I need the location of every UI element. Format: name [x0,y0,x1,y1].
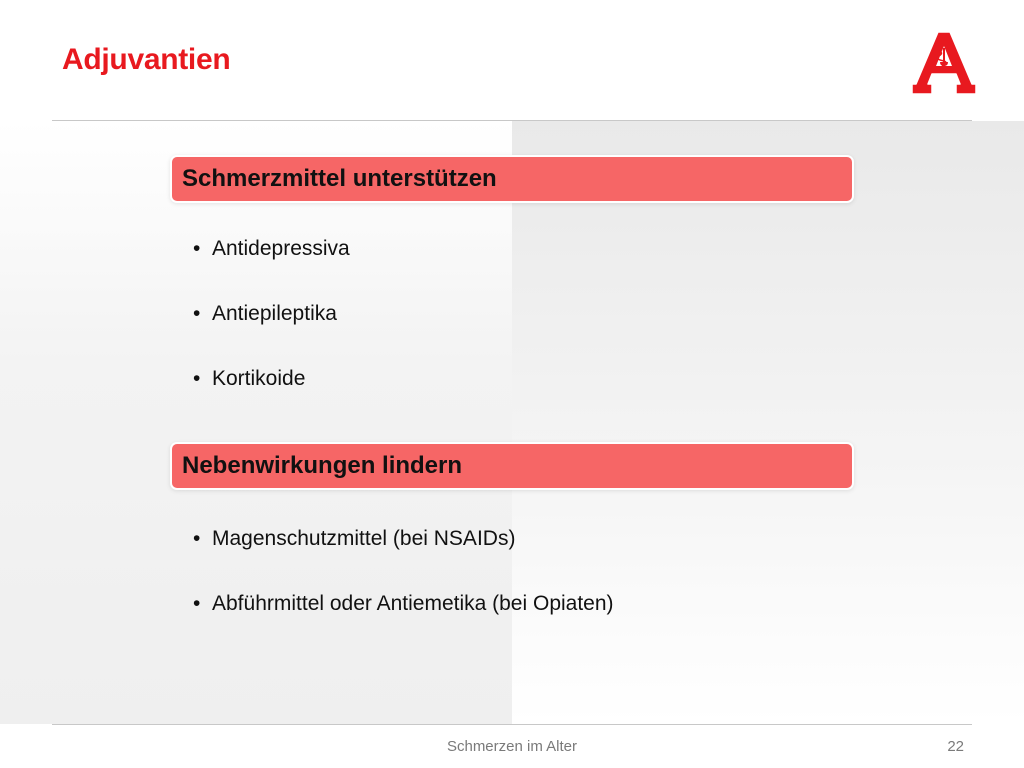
bullet-icon: • [193,527,201,550]
list-item [193,525,515,553]
list-item-label: Antidepressiva [212,237,350,260]
header-divider [52,120,972,121]
list-item [193,235,350,263]
list-item [193,590,614,618]
section-header-nebenwirkungen: Nebenwirkungen lindern [172,444,852,488]
section-header-schmerzmittel: Schmerzmittel unterstützen [172,157,852,201]
footer-divider [52,724,972,725]
bullet-icon: • [193,367,201,390]
list-item-label: Kortikoide [212,367,306,390]
list-item-label: Abführmittel oder Antiemetika (bei Opiaten) [212,592,614,615]
list-item-label: Magenschutzmittel (bei NSAIDs) [212,527,516,550]
bullet-icon: • [193,592,201,615]
list-item-label: Antiepileptika [212,302,337,325]
background-right-panel [512,121,1024,724]
apotheke-a-icon [910,26,978,96]
slide-title: Adjuvantien [62,43,231,76]
bullet-icon: • [193,302,201,325]
background-left-panel [0,121,512,724]
list-item [193,365,305,393]
page-number: 22 [947,738,964,755]
footer-title: Schmerzen im Alter [446,738,578,755]
bullet-icon: • [193,237,201,260]
list-item [193,300,337,328]
